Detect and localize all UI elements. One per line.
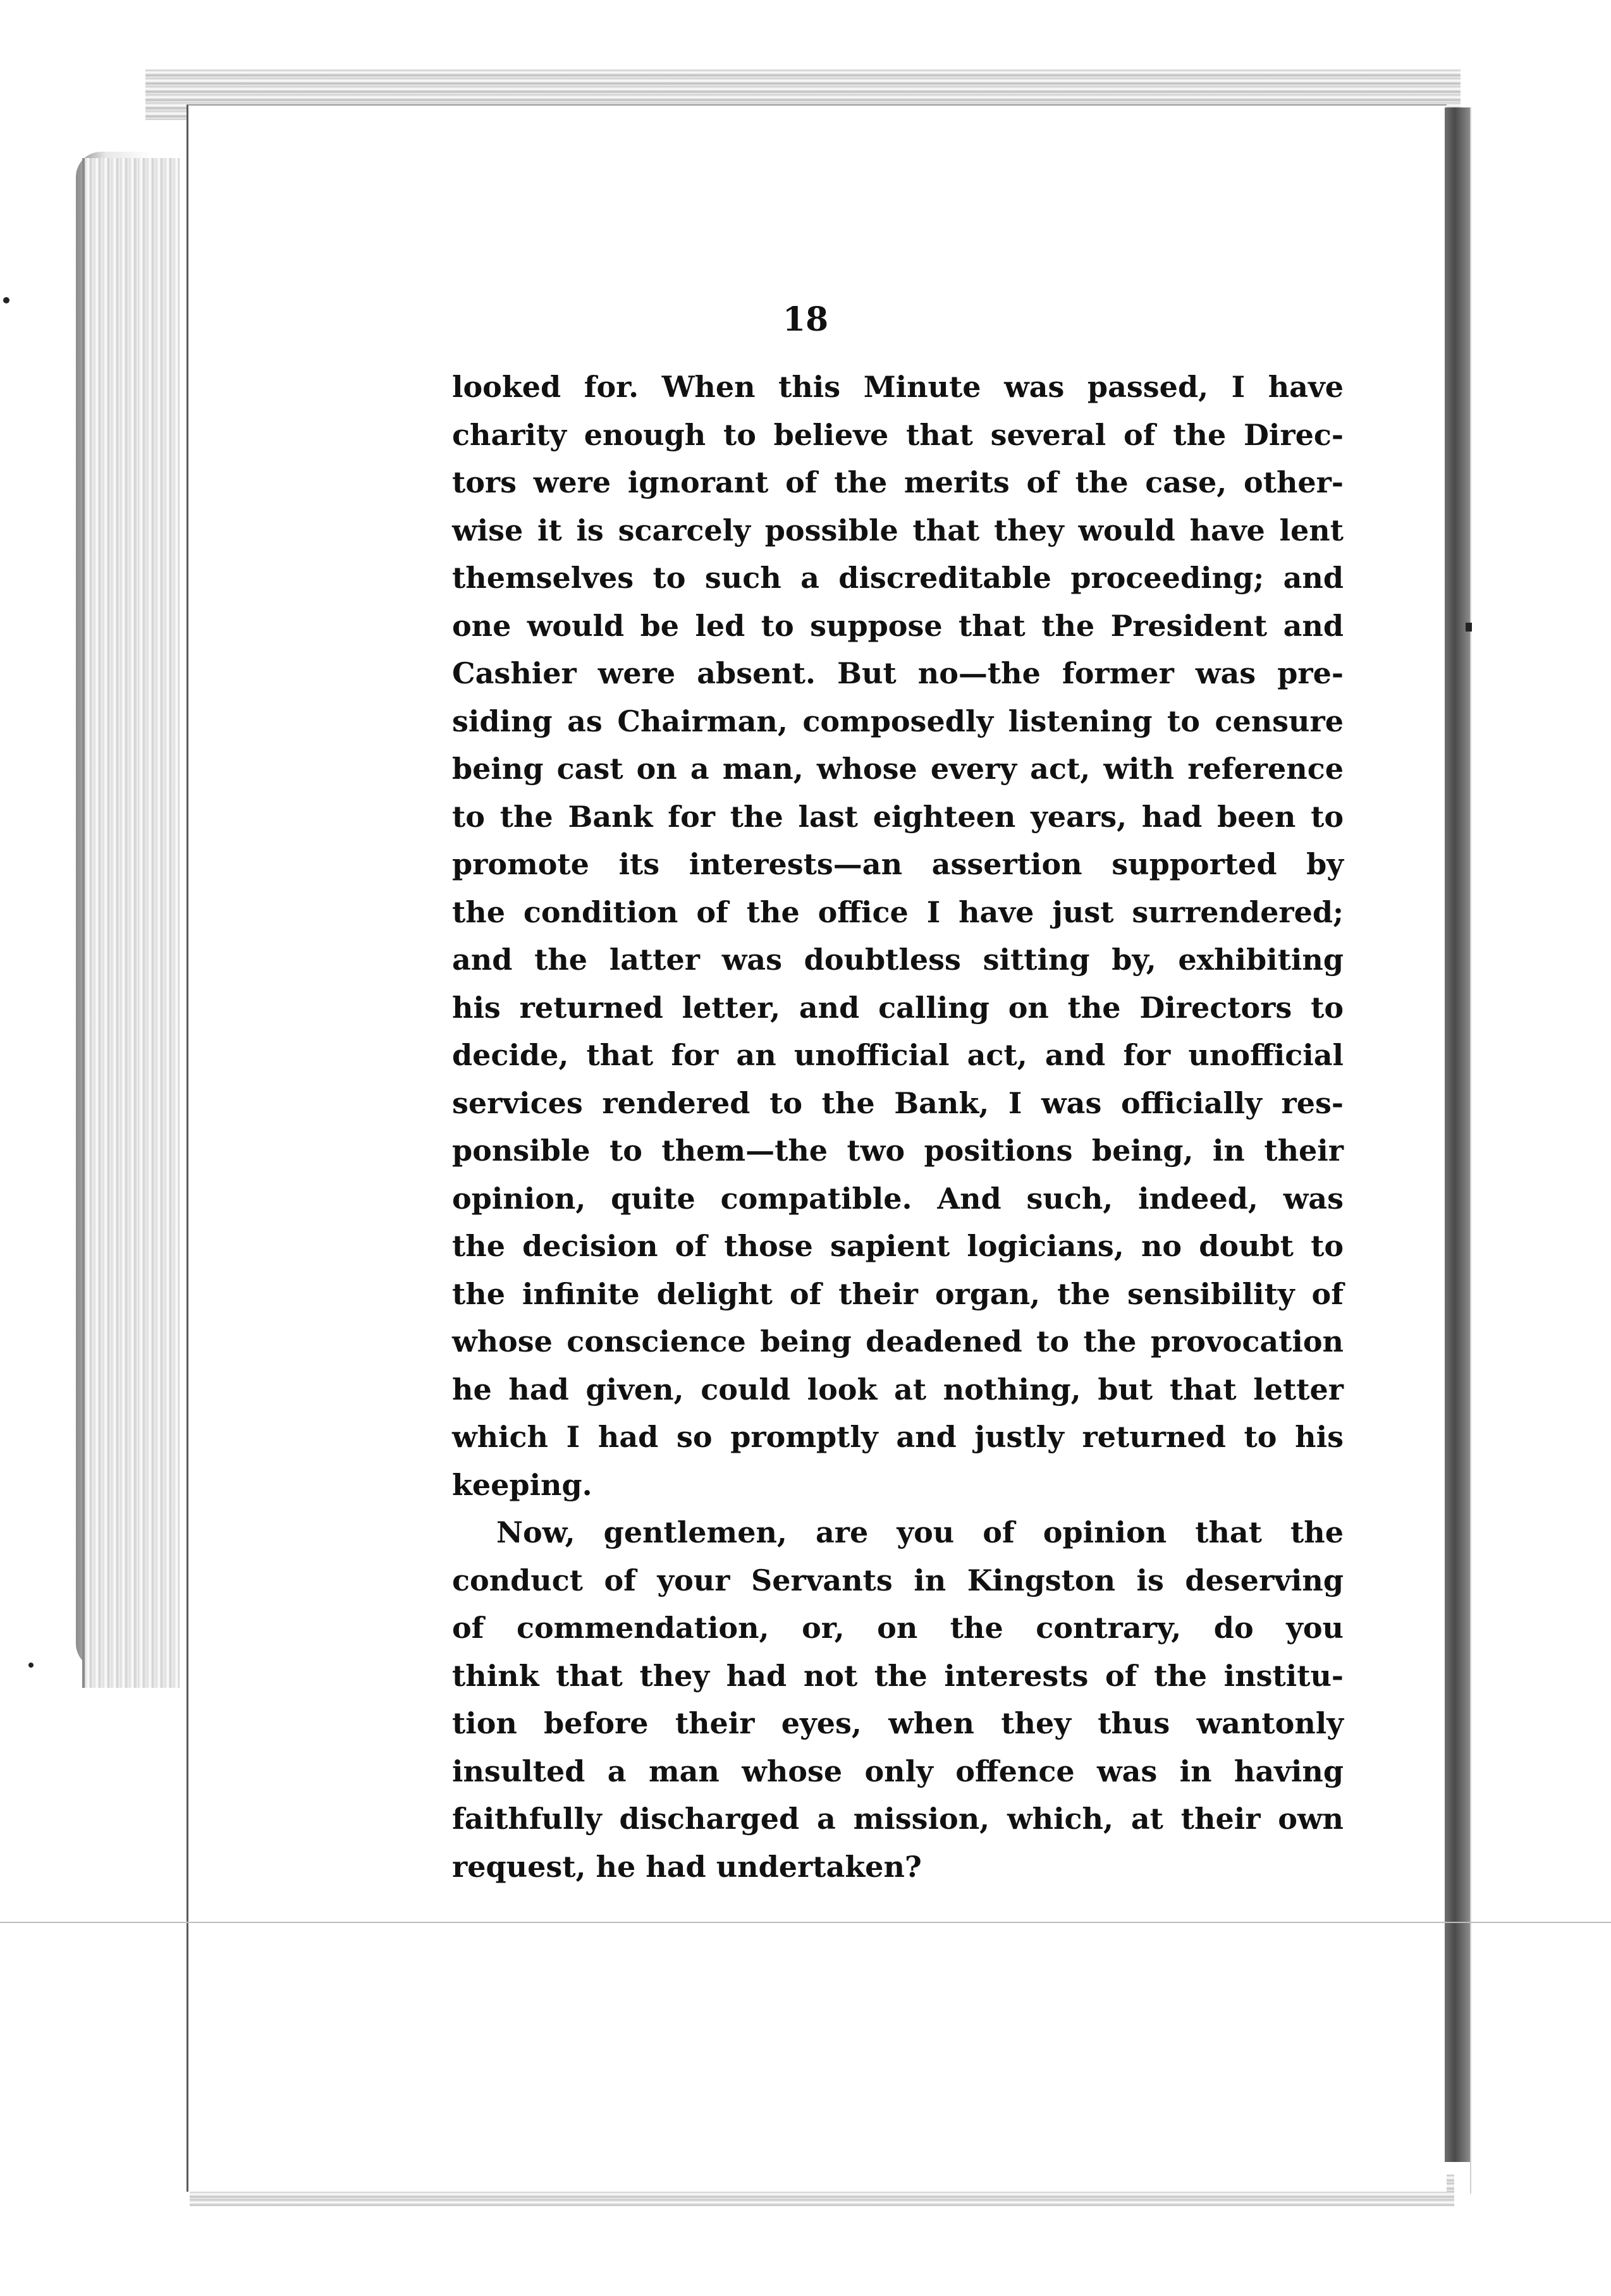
speck [28, 1663, 34, 1668]
text-line: decide, that for an unofficial act, and for unofficial [452, 1038, 1344, 1072]
text-line: tion before their eyes, when they thus wantonly [452, 1706, 1344, 1740]
text-line: Now, gentlemen, are you of opinion that the [496, 1515, 1344, 1549]
text-line: his returned letter, and calling on the Directors to [452, 990, 1344, 1025]
text-line: Cashier were absent. But no—the former was pre- [452, 656, 1344, 690]
text-line: faithfully discharged a mission, which, at their own [452, 1802, 1344, 1836]
text-line: the decision of those sapient logicians, no doubt to [452, 1229, 1344, 1263]
text-line: one would be led to suppose that the President and [452, 608, 1344, 643]
text-line: themselves to such a discreditable proceeding; and [452, 561, 1344, 595]
text-line: opinion, quite compatible. And such, indeed, was [452, 1181, 1344, 1216]
text-line: ponsible to them—the two positions being, in their [452, 1133, 1344, 1168]
text-line: services rendered to the Bank, I was officially res- [452, 1085, 1344, 1120]
text-line: conduct of your Servants in Kingston is deserving [452, 1563, 1344, 1597]
page-number: 18 [782, 300, 829, 339]
text-line: whose conscience being deadened to the provocation [452, 1324, 1344, 1359]
text-line: which I had so promptly and justly returned to his [452, 1420, 1344, 1454]
body-text [452, 363, 1344, 1891]
text-line: of commendation, or, on the contrary, do you [452, 1611, 1344, 1645]
speck [1466, 623, 1472, 632]
text-line: the condition of the office I have just surrendered; [452, 895, 1344, 929]
page-edge-left [82, 158, 180, 1688]
scan-line [0, 1922, 1611, 1923]
text-line: he had given, could look at nothing, but that letter [452, 1372, 1344, 1407]
text-line: charity enough to believe that several of the Direc- [452, 417, 1344, 452]
text-line: and the latter was doubtless sitting by, exhibiting [452, 943, 1344, 977]
text-line: tors were ignorant of the merits of the case, other- [452, 465, 1344, 499]
text-line: the infinite delight of their organ, the sensibility of [452, 1276, 1344, 1311]
text-line: promote its interests—an assertion supported by [452, 847, 1344, 881]
book-binding [1445, 107, 1470, 2162]
text-line: wise it is scarcely possible that they would have lent [452, 513, 1344, 547]
text-line: insulted a man whose only offence was in having [452, 1754, 1344, 1788]
text-line: to the Bank for the last eighteen years, had been to [452, 799, 1344, 834]
facing-page-margin [1470, 107, 1611, 2194]
text-line: looked for. When this Minute was passed, I have [452, 370, 1344, 404]
text-line: think that they had not the interests of the institu- [452, 1658, 1344, 1693]
text-line: keeping. [452, 1467, 592, 1502]
text-line: being cast on a man, whose every act, with reference [452, 752, 1344, 786]
text-line: siding as Chairman, composedly listening to censure [452, 704, 1344, 738]
text-line: request, he had undertaken? [452, 1849, 922, 1884]
